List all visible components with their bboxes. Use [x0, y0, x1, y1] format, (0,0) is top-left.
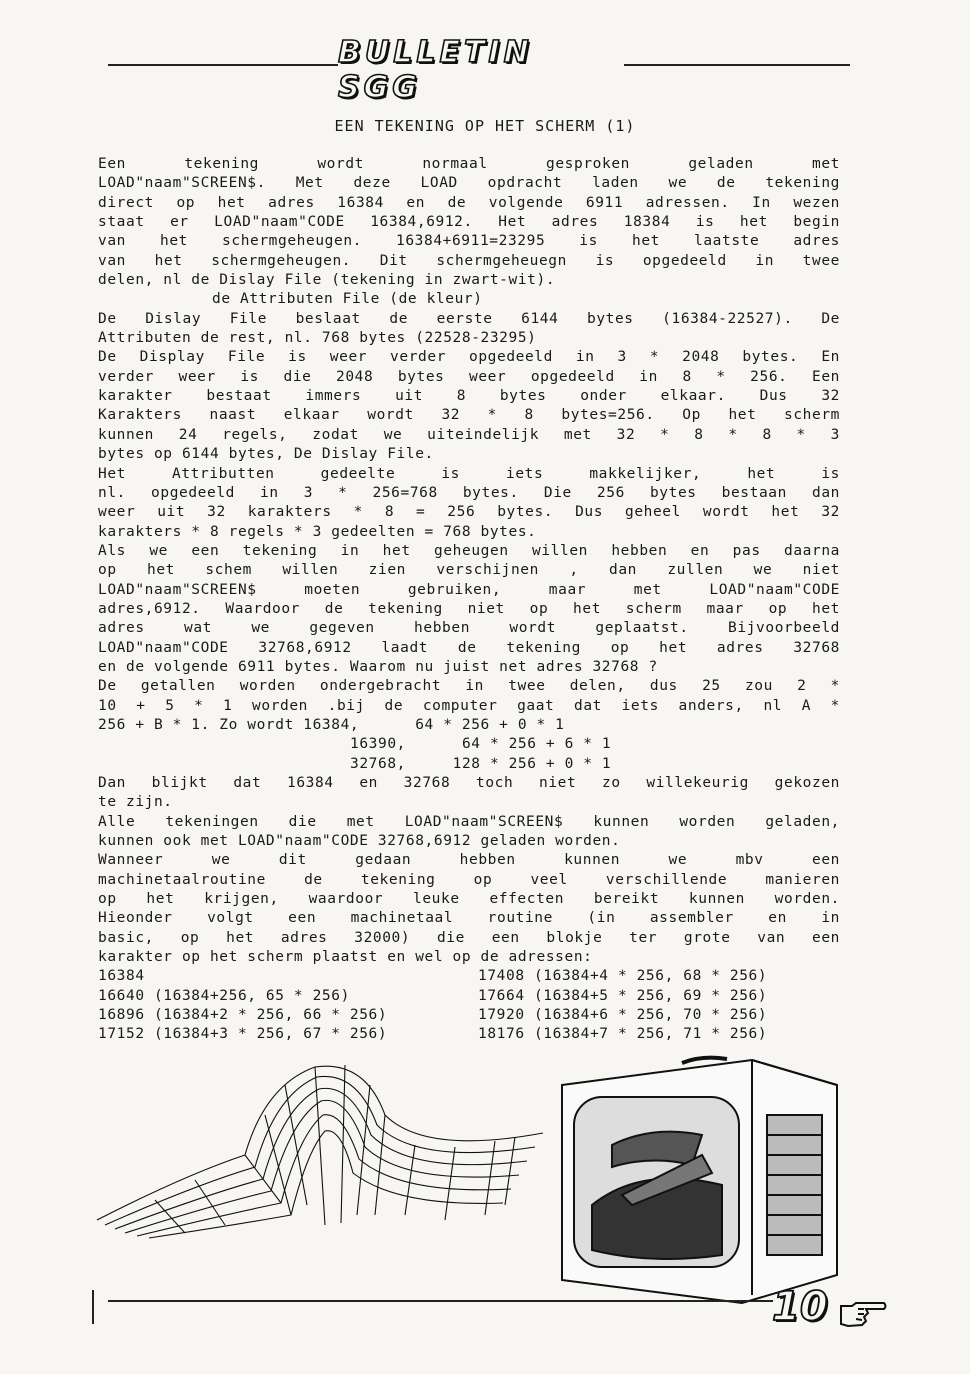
body-line: De Dislay File beslaat de eerste 6144 bytes (16384-22527). De	[98, 310, 840, 327]
body-line: direct op het adres 16384 en de volgende 6911 adressen. In wezen	[98, 194, 840, 211]
body-line: Karakters naast elkaar wordt 32 * 8 bytes=256. Op het scherm	[98, 407, 840, 424]
body-line: bytes op 6144 bytes, De Dislay File.	[98, 446, 434, 463]
address-cell: 16640 (16384+256, 65 * 256)	[98, 987, 350, 1004]
address-row	[98, 1006, 840, 1025]
address-cell: 17408 (16384+4 * 256, 68 * 256)	[478, 968, 768, 985]
address-row	[98, 987, 840, 1006]
body-line: basic, op het adres 32000) die een blokje ter grote van een	[98, 929, 840, 946]
body-line: De Display File is weer verder opgedeeld in 3 * 2048 bytes. En	[98, 349, 840, 366]
address-row	[98, 1025, 840, 1044]
bulletin-logo	[338, 35, 624, 105]
logo-text: BULLETIN SGG	[338, 35, 533, 105]
body-line: en de volgende 6911 bytes. Waarom nu juist net adres 32768 ?	[98, 658, 658, 675]
body-line: 10 + 5 * 1 worden .bij de computer gaat dat iets anders, nl A *	[98, 697, 840, 714]
wireframe-hat-illustration	[95, 1055, 545, 1240]
body-line: Dan blijkt dat 16384 en 32768 toch niet zo willekeurig gekozen	[98, 775, 840, 791]
body-line: Wanneer we dit gedaan hebben kunnen we mbv een	[98, 852, 840, 869]
body-line: op het schem willen zien verschijnen , dan zullen we niet	[98, 562, 840, 579]
address-row	[98, 967, 840, 986]
body-line: 16390, 64 * 256 + 6 * 1	[350, 736, 612, 753]
body-line: 32768, 128 * 256 + 0 * 1	[350, 755, 612, 772]
body-line: op het krijgen, waardoor leuke effecten bereikt kunnen worden.	[98, 891, 840, 908]
address-cell: 16384	[98, 968, 145, 985]
body-line: LOAD"naam"CODE 32768,6912 laadt de tekening op het adres 32768	[98, 639, 840, 656]
footer-tick	[92, 1290, 94, 1324]
article-body	[98, 155, 840, 1045]
body-line: staat er LOAD"naam"CODE 16384,6912. Het adres 18384 is het begin	[98, 214, 840, 231]
body-line: Een tekening wordt normaal gesproken geladen met	[98, 156, 840, 172]
body-line: delen, nl de Dislay File (tekening in zwart-wit).	[98, 272, 556, 289]
television-illustration	[552, 1055, 842, 1305]
body-line: van het schermgeheugen. Dit schermgeheuegn is opgedeeld in twee	[98, 252, 840, 269]
body-line: adres wat we gegeven hebben wordt geplaatst. Bijvoorbeeld	[98, 620, 840, 637]
body-line: kunnen 24 regels, zodat we uiteindelijk met 32 * 8 * 8 * 3	[98, 426, 840, 443]
address-cell: 17152 (16384+3 * 256, 67 * 256)	[98, 1026, 388, 1043]
body-line: Als we een tekening in het geheugen willen hebben en pas daarna	[98, 542, 840, 559]
address-cell: 17664 (16384+5 * 256, 69 * 256)	[478, 987, 768, 1004]
body-line: machinetaalroutine de tekening op veel verschillende manieren	[98, 871, 840, 888]
body-line: De getallen worden ondergebracht in twee delen, dus 25 zou 2 *	[98, 678, 840, 695]
article-title: EEN TEKENING OP HET SCHERM (1)	[334, 117, 636, 135]
body-line: LOAD"naam"SCREEN$. Met deze LOAD opdracht laden we de tekening	[98, 175, 840, 192]
page-number: 10	[772, 1284, 828, 1330]
body-line: karakters * 8 regels * 3 gedeelten = 768 bytes.	[98, 523, 537, 540]
body-line: van het schermgeheugen. 16384+6911=23295 is het laatste adres	[98, 233, 840, 250]
body-line: 256 + B * 1. Zo wordt 16384, 64 * 256 + 0 * 1	[98, 716, 565, 733]
address-cell: 17920 (16384+6 * 256, 70 * 256)	[478, 1007, 768, 1024]
address-cell: 18176 (16384+7 * 256, 71 * 256)	[478, 1026, 768, 1043]
body-line: weer uit 32 karakters * 8 = 256 bytes. Dus geheel wordt het 32	[98, 504, 840, 521]
body-line: Hieonder volgt een machinetaal routine (in assembler en in	[98, 910, 840, 927]
footer-rule	[108, 1300, 773, 1302]
body-line: adres,6912. Waardoor de tekening niet op het scherm maar op het	[98, 600, 840, 617]
body-line: de Attributen File (de kleur)	[212, 291, 483, 308]
body-line: LOAD"naam"SCREEN$ moeten gebruiken, maar met LOAD"naam"CODE	[98, 581, 840, 598]
body-line: te zijn.	[98, 794, 173, 811]
body-line: kunnen ook met LOAD"naam"CODE 32768,6912 geladen worden.	[98, 833, 621, 850]
body-line: karakter bestaat immers uit 8 bytes onder elkaar. Dus 32	[98, 388, 840, 405]
body-line: Alle tekeningen die met LOAD"naam"SCREEN$ kunnen worden geladen,	[98, 813, 840, 830]
pointing-hand-icon	[838, 1300, 888, 1330]
body-line: Het Attributten gedeelte is iets makkelijker, het is	[98, 465, 840, 482]
body-line: karakter op het scherm plaatst en wel op de adressen:	[98, 949, 593, 966]
body-line: nl. opgedeeld in 3 * 256=768 bytes. Die 256 bytes bestaan dan	[98, 484, 840, 501]
body-line: Attributen de rest, nl. 768 bytes (22528-23295)	[98, 330, 537, 347]
body-line: verder weer is die 2048 bytes weer opgedeeld in 8 * 256. Een	[98, 368, 840, 385]
address-cell: 16896 (16384+2 * 256, 66 * 256)	[98, 1007, 388, 1024]
